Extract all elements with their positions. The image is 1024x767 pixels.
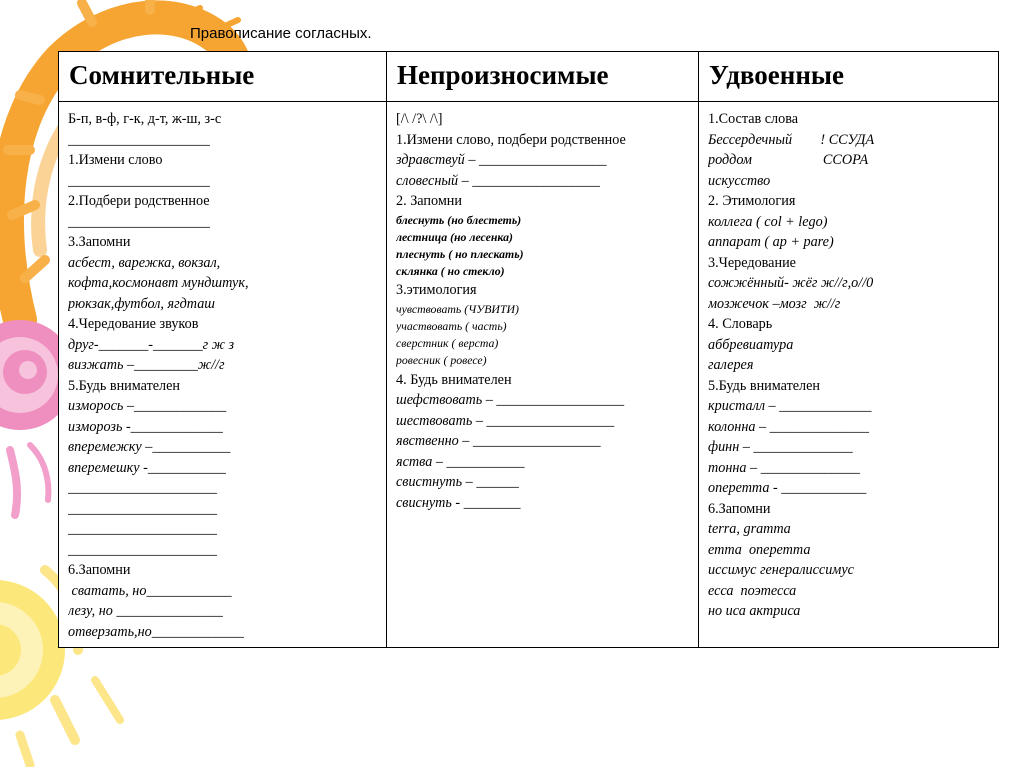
unpronounceable-line: здравствуй – __________________ (396, 152, 607, 168)
doubtful-line: визжать –_________ж//г (68, 357, 225, 373)
doubtful-line: 2.Подбери родственное (68, 193, 210, 209)
unpronounceable-line: склянка ( но стекло) (396, 264, 505, 279)
unpronounceable-line: словесный – __________________ (396, 172, 600, 189)
doubled-line: галерея (708, 357, 754, 373)
doubtful-line: асбест, варежка, вокзал, (68, 254, 221, 271)
doubtful-line: _____________________ (68, 521, 217, 537)
doubled-line: 6.Запомни (708, 500, 771, 517)
doubtful-line: вперемешку -___________ (68, 459, 226, 476)
column-doubtful (59, 102, 387, 648)
doubled-line: кристалл – _____________ (708, 398, 872, 414)
unpronounceable-line: плеснуть ( но плескать) (396, 246, 524, 261)
doubtful-line: 3.Запомни (68, 234, 131, 250)
doubtful-line: ____________________ (68, 213, 210, 230)
page-title: Правописание согласных. (190, 25, 372, 42)
doubtful-line: лезу, но _______________ (68, 603, 223, 619)
doubled-line: 5.Будь внимателен (708, 377, 821, 394)
doubtful-line: _____________________ (68, 541, 217, 558)
doubled-line: есса поэтесса (708, 582, 797, 599)
unpronounceable-line: свистнуть – ______ (396, 474, 519, 491)
header-unpronounceable: Непроизносимые (387, 52, 699, 102)
unpronounceable-line: сверстник ( верста) (396, 336, 499, 351)
unpronounceable-line: 4. Будь внимателен (396, 371, 512, 388)
doubled-line: тонна – ______________ (708, 459, 861, 476)
doubtful-line: Б-п, в-ф, г-к, д-т, ж-ш, з-с (68, 111, 222, 127)
unpronounceable-line: ровесник ( ровесе) (396, 353, 487, 368)
doubled-line: мозжечок –мозг ж//г (708, 295, 841, 312)
doubtful-line: ____________________ (68, 131, 210, 148)
unpronounceable-line: 2. Запомни (396, 193, 462, 209)
doubtful-line: изморозь -_____________ (68, 418, 223, 435)
doubtful-line: сватать, но____________ (68, 582, 232, 599)
doubled-line: етта оперетта (708, 541, 811, 558)
header-doubtful: Сомнительные (59, 52, 387, 102)
doubled-line: 2. Этимология (708, 193, 796, 209)
unpronounceable-line: явственно – __________________ (396, 433, 601, 450)
doubtful-line: 1.Измени слово (68, 152, 163, 168)
unpronounceable-line: чувствовать (ЧУВИТИ) (396, 301, 519, 316)
doubtful-line: 6.Запомни (68, 562, 131, 578)
doubtful-line: отверзать,но_____________ (68, 623, 244, 640)
table-body-row (59, 102, 999, 648)
consonant-spelling-table (58, 51, 999, 648)
doubtful-line: 5.Будь внимателен (68, 377, 181, 394)
unpronounceable-line: участвовать ( часть) (396, 319, 507, 334)
doubled-line: terra, gramma (708, 521, 791, 537)
unpronounceable-line: 1.Измени слово, подбери родственное (396, 131, 626, 148)
doubled-line: Бессердечный ! ССУДА (708, 131, 875, 148)
unpronounceable-line: шествовать – __________________ (396, 412, 615, 429)
header-doubled: Удвоенные (699, 52, 999, 102)
doubled-line: аббревиатура (708, 336, 794, 353)
unpronounceable-line: свиснуть - ________ (396, 494, 521, 511)
table-header-row (59, 52, 999, 102)
unpronounceable-line: блеснуть (но блестеть) (396, 212, 522, 227)
unpronounceable-line: шефствовать – __________________ (396, 392, 625, 409)
doubtful-line: ____________________ (68, 172, 210, 189)
doubled-line: коллега ( col + lego) (708, 213, 828, 230)
unpronounceable-line: яства – ___________ (396, 453, 525, 470)
doubtful-line: друг-_______-_______г ж з (68, 336, 235, 353)
doubled-line: сожжённый- жёг ж//г,о//0 (708, 275, 874, 291)
doubtful-line: _____________________ (68, 480, 217, 496)
doubled-line: оперетта - ____________ (708, 480, 867, 496)
column-doubled (699, 102, 999, 648)
doubled-line: иссимус генералиссимус (708, 562, 854, 578)
doubled-line: колонна – ______________ (708, 418, 869, 435)
doubtful-line: 4.Чередование звуков (68, 316, 199, 332)
unpronounceable-line: лестница (но лесенка) (396, 229, 513, 244)
unpronounceable-line: [/\ /?\ /\] (396, 111, 443, 127)
doubtful-line: вперемежку –___________ (68, 439, 231, 455)
doubled-line: но иса актриса (708, 603, 801, 619)
doubled-line: аппарат ( ap + pare) (708, 234, 834, 250)
doubled-line: 1.Состав слова (708, 111, 799, 127)
doubled-line: финн – ______________ (708, 439, 853, 455)
doubtful-line: рюкзак,футбол, ягдташ (68, 295, 216, 312)
doubled-line: 4. Словарь (708, 316, 773, 332)
unpronounceable-line: 3.этимология (396, 282, 477, 299)
doubled-line: искусство (708, 172, 771, 189)
column-unpronounceable (387, 102, 699, 648)
doubtful-line: изморось –_____________ (68, 398, 227, 414)
doubtful-line: кофта,космонавт мундштук, (68, 275, 249, 291)
doubled-line: роддом ССОРА (708, 152, 869, 168)
doubtful-line: _____________________ (68, 500, 217, 517)
doubled-line: 3.Чередование (708, 254, 796, 271)
